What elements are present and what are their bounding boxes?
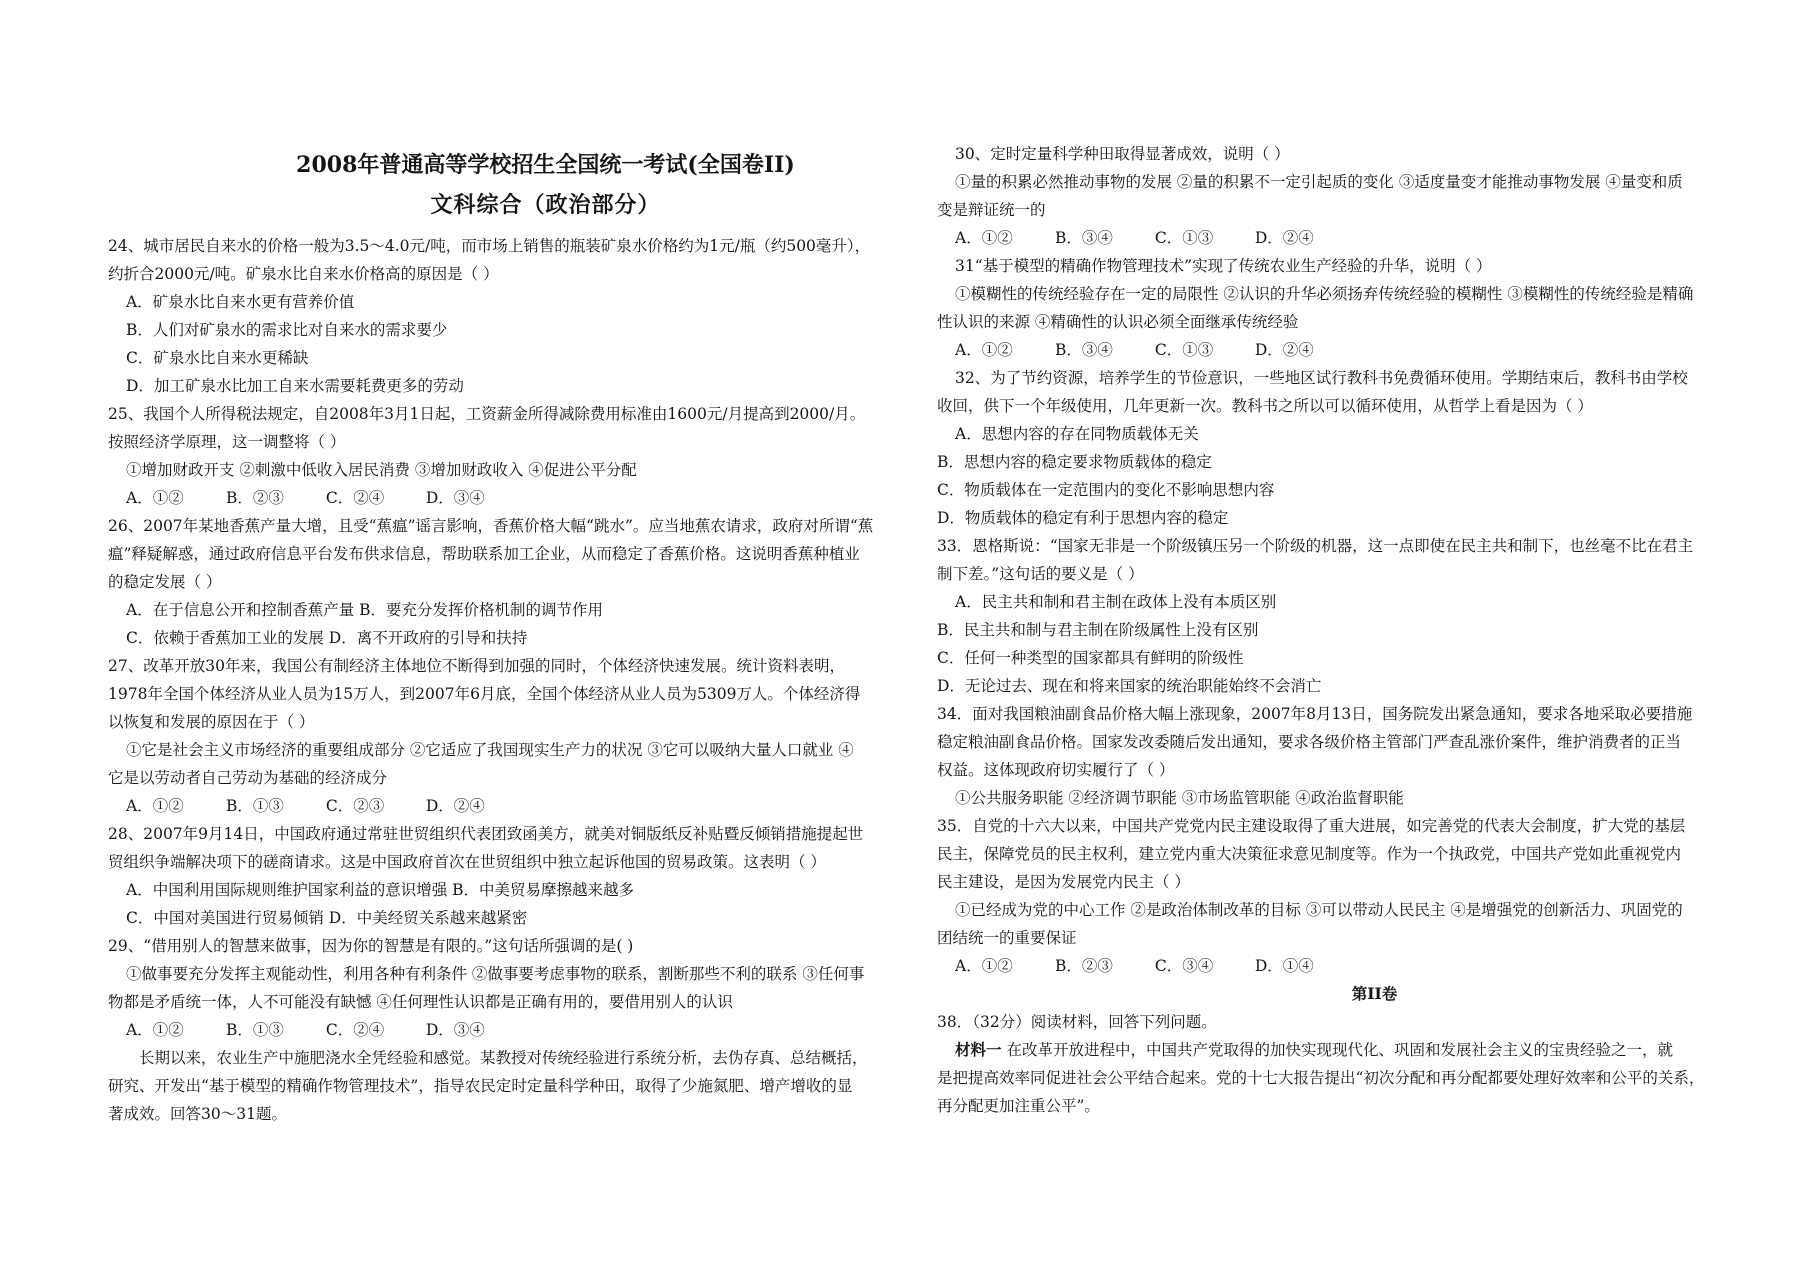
left-column: [108, 150, 983, 1128]
question-items: ①它是社会主义市场经济的重要组成部分 ②它适应了我国现实生产力的状况 ③它可以吸纳大量人口就业 ④: [126, 741, 854, 759]
passage-line: 著成效。回答30～31题。: [108, 1105, 287, 1123]
question-stem: 瘟”释疑解惑，通过政府信息平台发布供求信息，帮助联系加工企业，从而稳定了香蕉价格。这说明香蕉种植业: [108, 545, 860, 563]
question-27: [108, 652, 983, 820]
question-34: [937, 700, 1812, 812]
question-items: ①增加财政开支 ②刺激中低收入居民消费 ③增加财政收入 ④促进公平分配: [126, 461, 637, 479]
option-a: A．①②: [955, 341, 1013, 359]
option-c: C．②④: [325, 1021, 385, 1039]
options-cd: C．依赖于香蕉加工业的发展 D．离不开政府的引导和扶持: [126, 629, 528, 647]
option-a: A．民主共和制和君主制在政体上没有本质区别: [955, 593, 1277, 611]
option-a: A．①②: [955, 957, 1013, 975]
question-stem: 收回，供下一个年级使用，几年更新一次。教科书之所以可以循环使用，从哲学上看是因为（ ）: [937, 397, 1593, 415]
question-items: ①做事要充分发挥主观能动性，利用各种有利条件 ②做事要考虑事物的联系，割断那些不利的联系 ③任何事: [126, 965, 865, 983]
question-stem: 29、“借用别人的智慧来做事，因为你的智慧是有限的。”这句话所强调的是( ): [108, 937, 634, 955]
passage-line: 长期以来，农业生产中施肥浇水全凭经验和感觉。某教授对传统经验进行系统分析，去伪存真、总结概括，: [139, 1049, 868, 1067]
option-d: D．①④: [1254, 957, 1314, 975]
option-c: C．②③: [325, 797, 385, 815]
section-heading: 第II卷: [1351, 984, 1398, 1003]
right-column: [937, 140, 1812, 1120]
option-a: A．①②: [126, 489, 184, 507]
question-stem: 30、定时定量科学种田取得显著成效，说明（ ）: [955, 145, 1290, 163]
options-row: [108, 1016, 983, 1044]
option-a: A．①②: [955, 229, 1013, 247]
question-30: [937, 140, 1812, 252]
question-29: [108, 932, 983, 1044]
question-stem: 33．恩格斯说：“国家无非是一个阶级镇压另一个阶级的机器，这一点即使在民主共和制下，也丝毫不比在君主: [937, 537, 1694, 555]
question-stem: 25、我国个人所得税法规定，自2008年3月1日起，工资薪金所得减除费用标准由1600元/月提高到2000/月。: [108, 405, 866, 423]
question-stem: 28、2007年9月14日，中国政府通过常驻世贸组织代表团致函美方，就美对铜版纸反补贴暨反倾销措施提起世: [108, 825, 864, 843]
question-stem: 稳定粮油副食品价格。国家发改委随后发出通知，要求各级价格主管部门严查乱涨价案件，维护消费者的正当: [937, 733, 1682, 751]
options-row: [937, 224, 1812, 252]
exam-subtitle: 文科综合（政治部分）: [430, 192, 661, 218]
option-b: B．①③: [225, 1021, 284, 1039]
option-b: B．③④: [1054, 229, 1113, 247]
question-stem: 31“基于模型的精确作物管理技术”实现了传统农业生产经验的升华，说明（ ）: [955, 257, 1492, 275]
options-ab: A．在于信息公开和控制香蕉产量 B．要充分发挥价格机制的调节作用: [126, 601, 604, 619]
question-stem: 27、改革开放30年来，我国公有制经济主体地位不断得到加强的同时，个体经济快速发展。统计资料表明，: [108, 657, 845, 675]
exam-title: 2008年普通高等学校招生全国统一考试(全国卷II): [296, 152, 795, 178]
question-stem: 35．自党的十六大以来，中国共产党党内民主建设取得了重大进展，如完善党的代表大会制度，扩大党的基层: [937, 817, 1686, 835]
option-c: C．①③: [1154, 229, 1214, 247]
options-row: [108, 792, 983, 820]
option-b: B．民主共和制与君主制在阶级属性上没有区别: [937, 621, 1259, 639]
question-items: ①已经成为党的中心工作 ②是政治体制改革的目标 ③可以带动人民民主 ④是增强党的创新活力、巩固党的: [955, 901, 1683, 919]
option-c: C．①③: [1154, 341, 1214, 359]
question-stem: 约折合2000元/吨。矿泉水比自来水价格高的原因是（ ）: [108, 265, 499, 283]
option-b: B．①③: [225, 797, 284, 815]
reading-passage: [108, 1044, 983, 1128]
option-c: C．②④: [325, 489, 385, 507]
question-stem: 1978年全国个体经济从业人员为15万人，到2007年6月底，全国个体经济从业人员为5309万人。个体经济得: [108, 685, 861, 703]
question-items: 性认识的来源 ④精确性的认识必须全面继承传统经验: [937, 313, 1299, 331]
option-a: A．矿泉水比自来水更有营养价值: [126, 293, 355, 311]
option-d: D．②④: [1254, 341, 1314, 359]
question-stem: 32、为了节约资源，培养学生的节俭意识，一些地区试行教科书免费循环使用。学期结束后，教科书由学校: [955, 369, 1688, 387]
option-d: D．物质载体的稳定有利于思想内容的稳定: [937, 509, 1229, 527]
option-d: D．②④: [425, 797, 485, 815]
question-items: ①模糊性的传统经验存在一定的局限性 ②认识的升华必须扬弃传统经验的模糊性 ③模糊性的传统经验是精确: [955, 285, 1694, 303]
material-label: 材料一: [955, 1040, 1002, 1059]
question-32: [937, 364, 1812, 532]
material-text: 是把提高效率同促进社会公平结合起来。党的十七大报告提出“初次分配和再分配都要处理好效率和公平的关系，: [937, 1069, 1705, 1087]
question-stem: 以恢复和发展的原因在于（ ）: [108, 713, 315, 731]
question-stem: 24、城市居民自来水的价格一般为3.5～4.0元/吨，而市场上销售的瓶装矿泉水价格约为1元/瓶（约500毫升），: [108, 237, 871, 255]
option-a: A．①②: [126, 797, 184, 815]
option-b: B．②③: [1054, 957, 1113, 975]
question-stem: 贸组织争端解决项下的磋商请求。这是中国政府首次在世贸组织中独立起诉他国的贸易政策。这表明（ ）: [108, 853, 826, 871]
question-items: ①量的积累必然推动事物的发展 ②量的积累不一定引起质的变化 ③适度量变才能推动事物发展 ④量变和质: [955, 173, 1683, 191]
option-d: D．③④: [425, 489, 485, 507]
question-33: [937, 532, 1812, 700]
question-35: [937, 812, 1812, 980]
option-a: A．①②: [126, 1021, 184, 1039]
option-b: B．人们对矿泉水的需求比对自来水的需求要少: [126, 321, 448, 339]
material-text: 在改革开放进程中，中国共产党取得的加快实现现代化、巩固和发展社会主义的宝贵经验之一，就: [1001, 1041, 1673, 1059]
option-c: C．物质载体在一定范围内的变化不影响思想内容: [937, 481, 1275, 499]
option-c: C．任何一种类型的国家都具有鲜明的阶级性: [937, 649, 1244, 667]
question-28: [108, 820, 983, 932]
options-row: [937, 952, 1812, 980]
question-stem: 38．（32分）阅读材料，回答下列问题。: [937, 1013, 1217, 1031]
question-stem: 制下差。”这句话的要义是（ ）: [937, 565, 1144, 583]
question-24: [108, 232, 983, 400]
question-stem: 26、2007年某地香蕉产量大增，且受“蕉瘟”谣言影响，香蕉价格大幅“跳水”。应当地蕉农请求，政府对所谓“蕉: [108, 517, 874, 535]
option-b: B．②③: [225, 489, 284, 507]
question-stem: 权益。这体现政府切实履行了（ ）: [937, 761, 1175, 779]
question-items: 它是以劳动者自己劳动为基础的经济成分: [108, 769, 388, 787]
question-38: [937, 1008, 1812, 1120]
question-stem: 34．面对我国粮油副食品价格大幅上涨现象，2007年8月13日，国务院发出紧急通知，要求各地采取必要措施: [937, 705, 1693, 723]
question-items: 物都是矛盾统一体，人不可能没有缺憾 ④任何理性认识都是正确有用的，要借用别人的认识: [108, 993, 733, 1011]
option-c: C．③④: [1154, 957, 1214, 975]
options-cd: C．中国对美国进行贸易倾销 D．中美经贸关系越来越紧密: [126, 909, 528, 927]
option-d: D．加工矿泉水比加工自来水需要耗费更多的劳动: [126, 377, 464, 395]
option-d: D．②④: [1254, 229, 1314, 247]
option-b: B．思想内容的稳定要求物质载体的稳定: [937, 453, 1212, 471]
question-stem: 民主，保障党员的民主权利，建立党内重大决策征求意见制度等。作为一个执政党，中国共产党如此重视党内: [937, 845, 1682, 863]
question-items: 变是辩证统一的: [937, 201, 1046, 219]
option-a: A．思想内容的存在同物质载体无关: [955, 425, 1199, 443]
question-items: ①公共服务职能 ②经济调节职能 ③市场监管职能 ④政治监督职能: [955, 789, 1404, 807]
material-text: 再分配更加注重公平”。: [937, 1097, 1100, 1115]
options-row: [108, 484, 983, 512]
option-b: B．③④: [1054, 341, 1113, 359]
option-d: D．无论过去、现在和将来国家的统治职能始终不会消亡: [937, 677, 1322, 695]
question-stem: 民主建设，是因为发展党内民主（ ）: [937, 873, 1190, 891]
question-31: [937, 252, 1812, 364]
options-ab: A．中国利用国际规则维护国家利益的意识增强 B．中美贸易摩擦越来越多: [126, 881, 635, 899]
question-stem: 的稳定发展（ ）: [108, 573, 222, 591]
question-items: 团结统一的重要保证: [937, 929, 1077, 947]
question-26: [108, 512, 983, 652]
question-stem: 按照经济学原理，这一调整将（ ）: [108, 433, 346, 451]
options-row: [937, 336, 1812, 364]
option-d: D．③④: [425, 1021, 485, 1039]
question-25: [108, 400, 983, 512]
passage-line: 研究、开发出“基于模型的精确作物管理技术”，指导农民定时定量科学种田，取得了少施氮肥、增产增收的显: [108, 1077, 853, 1095]
option-c: C．矿泉水比自来水更稀缺: [126, 349, 309, 367]
